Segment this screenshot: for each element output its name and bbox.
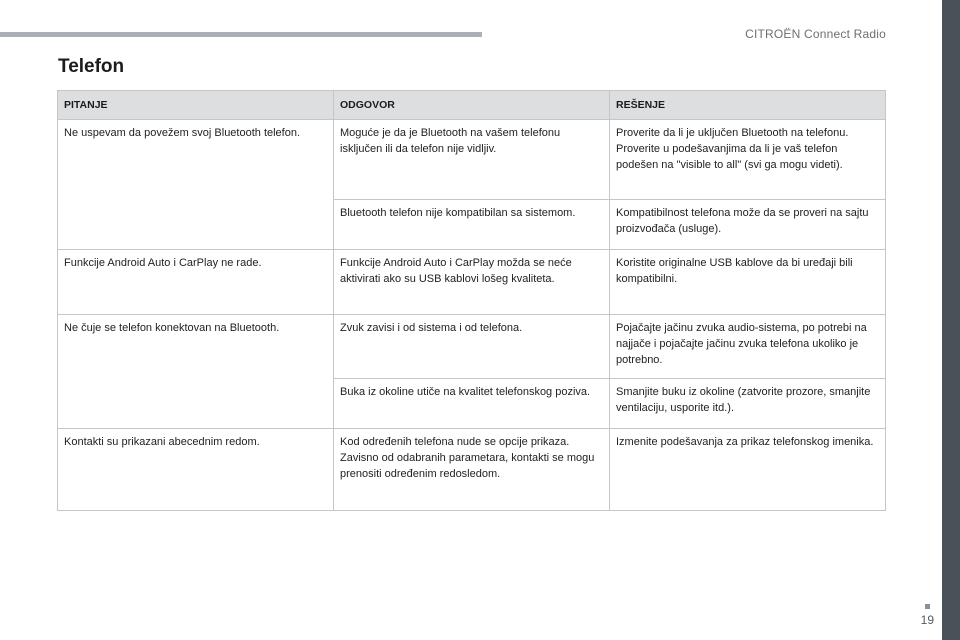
answer-cell: Kod određenih telefona nude se opcije prikaza. Zavisno od odabranih parametara, kontakti se mogu prenositi određenim redosledom. <box>334 429 610 511</box>
table-header-row <box>58 91 886 120</box>
side-bar <box>942 0 960 640</box>
column-header-solution: REŠENJE <box>610 91 886 120</box>
answer-cell: Zvuk zavisi i od sistema i od telefona. <box>334 315 610 379</box>
answer-cell: Bluetooth telefon nije kompatibilan sa sistemom. <box>334 200 610 250</box>
question-cell: Funkcije Android Auto i CarPlay ne rade. <box>58 250 334 315</box>
solution-cell: Pojačajte jačinu zvuka audio-sistema, po potrebi na najjače i pojačajte jačinu zvuka telefona ukoliko je potrebno. <box>610 315 886 379</box>
solution-cell: Koristite originalne USB kablove da bi uređaji bili kompatibilni. <box>610 250 886 315</box>
solution-cell: Proverite da li je uključen Bluetooth na telefonu. Proverite u podešavanjima da li je vaš telefon podešen na "visible to all" (svi ga mogu videti). <box>610 120 886 200</box>
question-cell: Ne čuje se telefon konektovan na Bluetooth. <box>58 315 334 429</box>
table-row <box>58 120 886 200</box>
table-row <box>58 429 886 511</box>
page-number: 19 <box>920 613 934 627</box>
solution-cell: Smanjite buku iz okoline (zatvorite prozore, smanjite ventilaciju, usporite itd.). <box>610 379 886 429</box>
answer-cell: Buka iz okoline utiče na kvalitet telefonskog poziva. <box>334 379 610 429</box>
page-marker-dot <box>925 604 930 609</box>
solution-cell: Izmenite podešavanja za prikaz telefonskog imenika. <box>610 429 886 511</box>
page-title: Telefon <box>58 56 125 77</box>
question-cell: Kontakti su prikazani abecednim redom. <box>58 429 334 511</box>
answer-cell: Funkcije Android Auto i CarPlay možda se neće aktivirati ako su USB kablovi lošeg kvaliteta. <box>334 250 610 315</box>
answer-cell: Moguće je da je Bluetooth na vašem telefonu isključen ili da telefon nije vidljiv. <box>334 120 610 200</box>
solution-cell: Kompatibilnost telefona može da se proveri na sajtu proizvođača (usluge). <box>610 200 886 250</box>
table-row <box>58 315 886 379</box>
faq-table <box>57 90 886 511</box>
column-header-answer: ODGOVOR <box>334 91 610 120</box>
table-row <box>58 250 886 315</box>
question-cell: Ne uspevam da povežem svoj Bluetooth telefon. <box>58 120 334 250</box>
top-rule <box>0 32 482 37</box>
header-brand: CITROËN Connect Radio <box>745 27 886 41</box>
column-header-question: PITANJE <box>58 91 334 120</box>
